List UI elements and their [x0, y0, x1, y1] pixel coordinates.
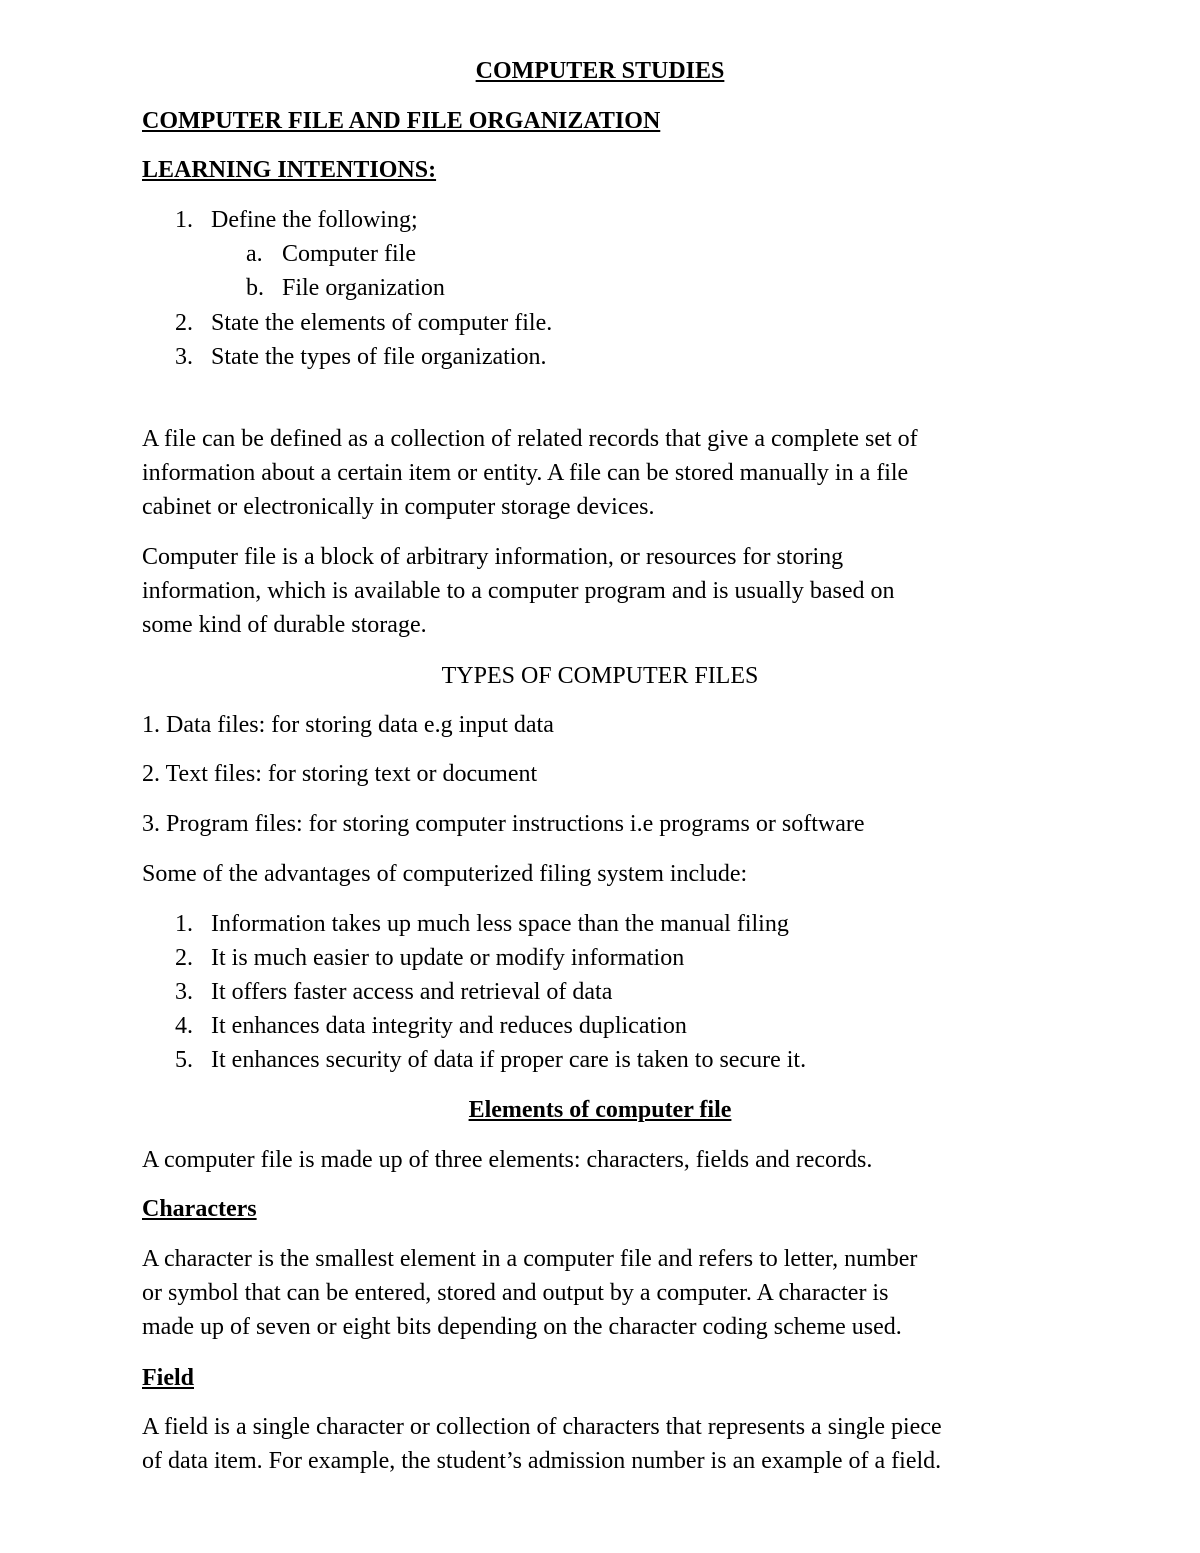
- advantage-marker: 1.: [175, 911, 193, 937]
- paragraph-line: A file can be defined as a collection of related records that give a complete set of: [142, 426, 918, 452]
- field-paragraph: [142, 1410, 1082, 1478]
- advantage-item: Information takes up much less space than the manual filing: [211, 911, 789, 937]
- type-item: 1. Data files: for storing data e.g input data: [142, 712, 554, 738]
- intention-marker: 1.: [175, 207, 193, 233]
- type-item: 2. Text files: for storing text or document: [142, 761, 538, 787]
- elements-intro: A computer file is made up of three elements: characters, fields and records.: [142, 1147, 873, 1173]
- characters-paragraph: [142, 1242, 1082, 1344]
- paragraph-line: Computer file is a block of arbitrary information, or resources for storing: [142, 544, 844, 570]
- intention-marker: 2.: [175, 310, 193, 336]
- advantage-item: It enhances security of data if proper care is taken to secure it.: [211, 1047, 807, 1073]
- advantage-marker: 3.: [175, 979, 193, 1005]
- elements-heading: Elements of computer file: [468, 1097, 732, 1123]
- advantages-intro: Some of the advantages of computerized filing system include:: [142, 861, 748, 887]
- intention-marker: 3.: [175, 344, 193, 370]
- advantage-marker: 4.: [175, 1013, 193, 1039]
- type-item: 3. Program files: for storing computer instructions i.e programs or software: [142, 811, 865, 837]
- topic-title: COMPUTER FILE AND FILE ORGANIZATION: [142, 108, 661, 134]
- computer-file-paragraph: [142, 540, 1082, 642]
- characters-heading: Characters: [142, 1196, 257, 1222]
- intention-item: Define the following;: [211, 207, 418, 233]
- types-heading: TYPES OF COMPUTER FILES: [441, 663, 759, 689]
- intention-marker: a.: [246, 241, 263, 267]
- paragraph-line: cabinet or electronically in computer storage devices.: [142, 494, 655, 520]
- field-heading: Field: [142, 1365, 194, 1391]
- intention-item: State the elements of computer file.: [211, 310, 553, 336]
- paragraph-line: or symbol that can be entered, stored and output by a computer. A character is: [142, 1280, 889, 1306]
- paragraph-line: some kind of durable storage.: [142, 612, 427, 638]
- advantage-item: It is much easier to update or modify information: [211, 945, 685, 971]
- paragraph-line: information about a certain item or entity. A file can be stored manually in a file: [142, 460, 909, 486]
- intention-subitem: File organization: [282, 275, 445, 301]
- intention-subitem: Computer file: [282, 241, 416, 267]
- advantage-marker: 5.: [175, 1047, 193, 1073]
- intention-item: State the types of file organization.: [211, 344, 547, 370]
- paragraph-line: A character is the smallest element in a computer file and refers to letter, number: [142, 1246, 918, 1272]
- advantage-item: It offers faster access and retrieval of data: [211, 979, 613, 1005]
- paragraph-line: of data item. For example, the student’s admission number is an example of a field.: [142, 1448, 942, 1474]
- intention-marker: b.: [246, 275, 264, 301]
- paragraph-line: made up of seven or eight bits depending on the character coding scheme used.: [142, 1314, 902, 1340]
- file-definition-paragraph: [142, 422, 1082, 524]
- paragraph-line: information, which is available to a computer program and is usually based on: [142, 578, 895, 604]
- advantage-marker: 2.: [175, 945, 193, 971]
- subject-title: COMPUTER STUDIES: [475, 58, 725, 84]
- intentions-heading: LEARNING INTENTIONS:: [142, 157, 437, 183]
- advantage-item: It enhances data integrity and reduces duplication: [211, 1013, 687, 1039]
- paragraph-line: A field is a single character or collection of characters that represents a single piece: [142, 1414, 942, 1440]
